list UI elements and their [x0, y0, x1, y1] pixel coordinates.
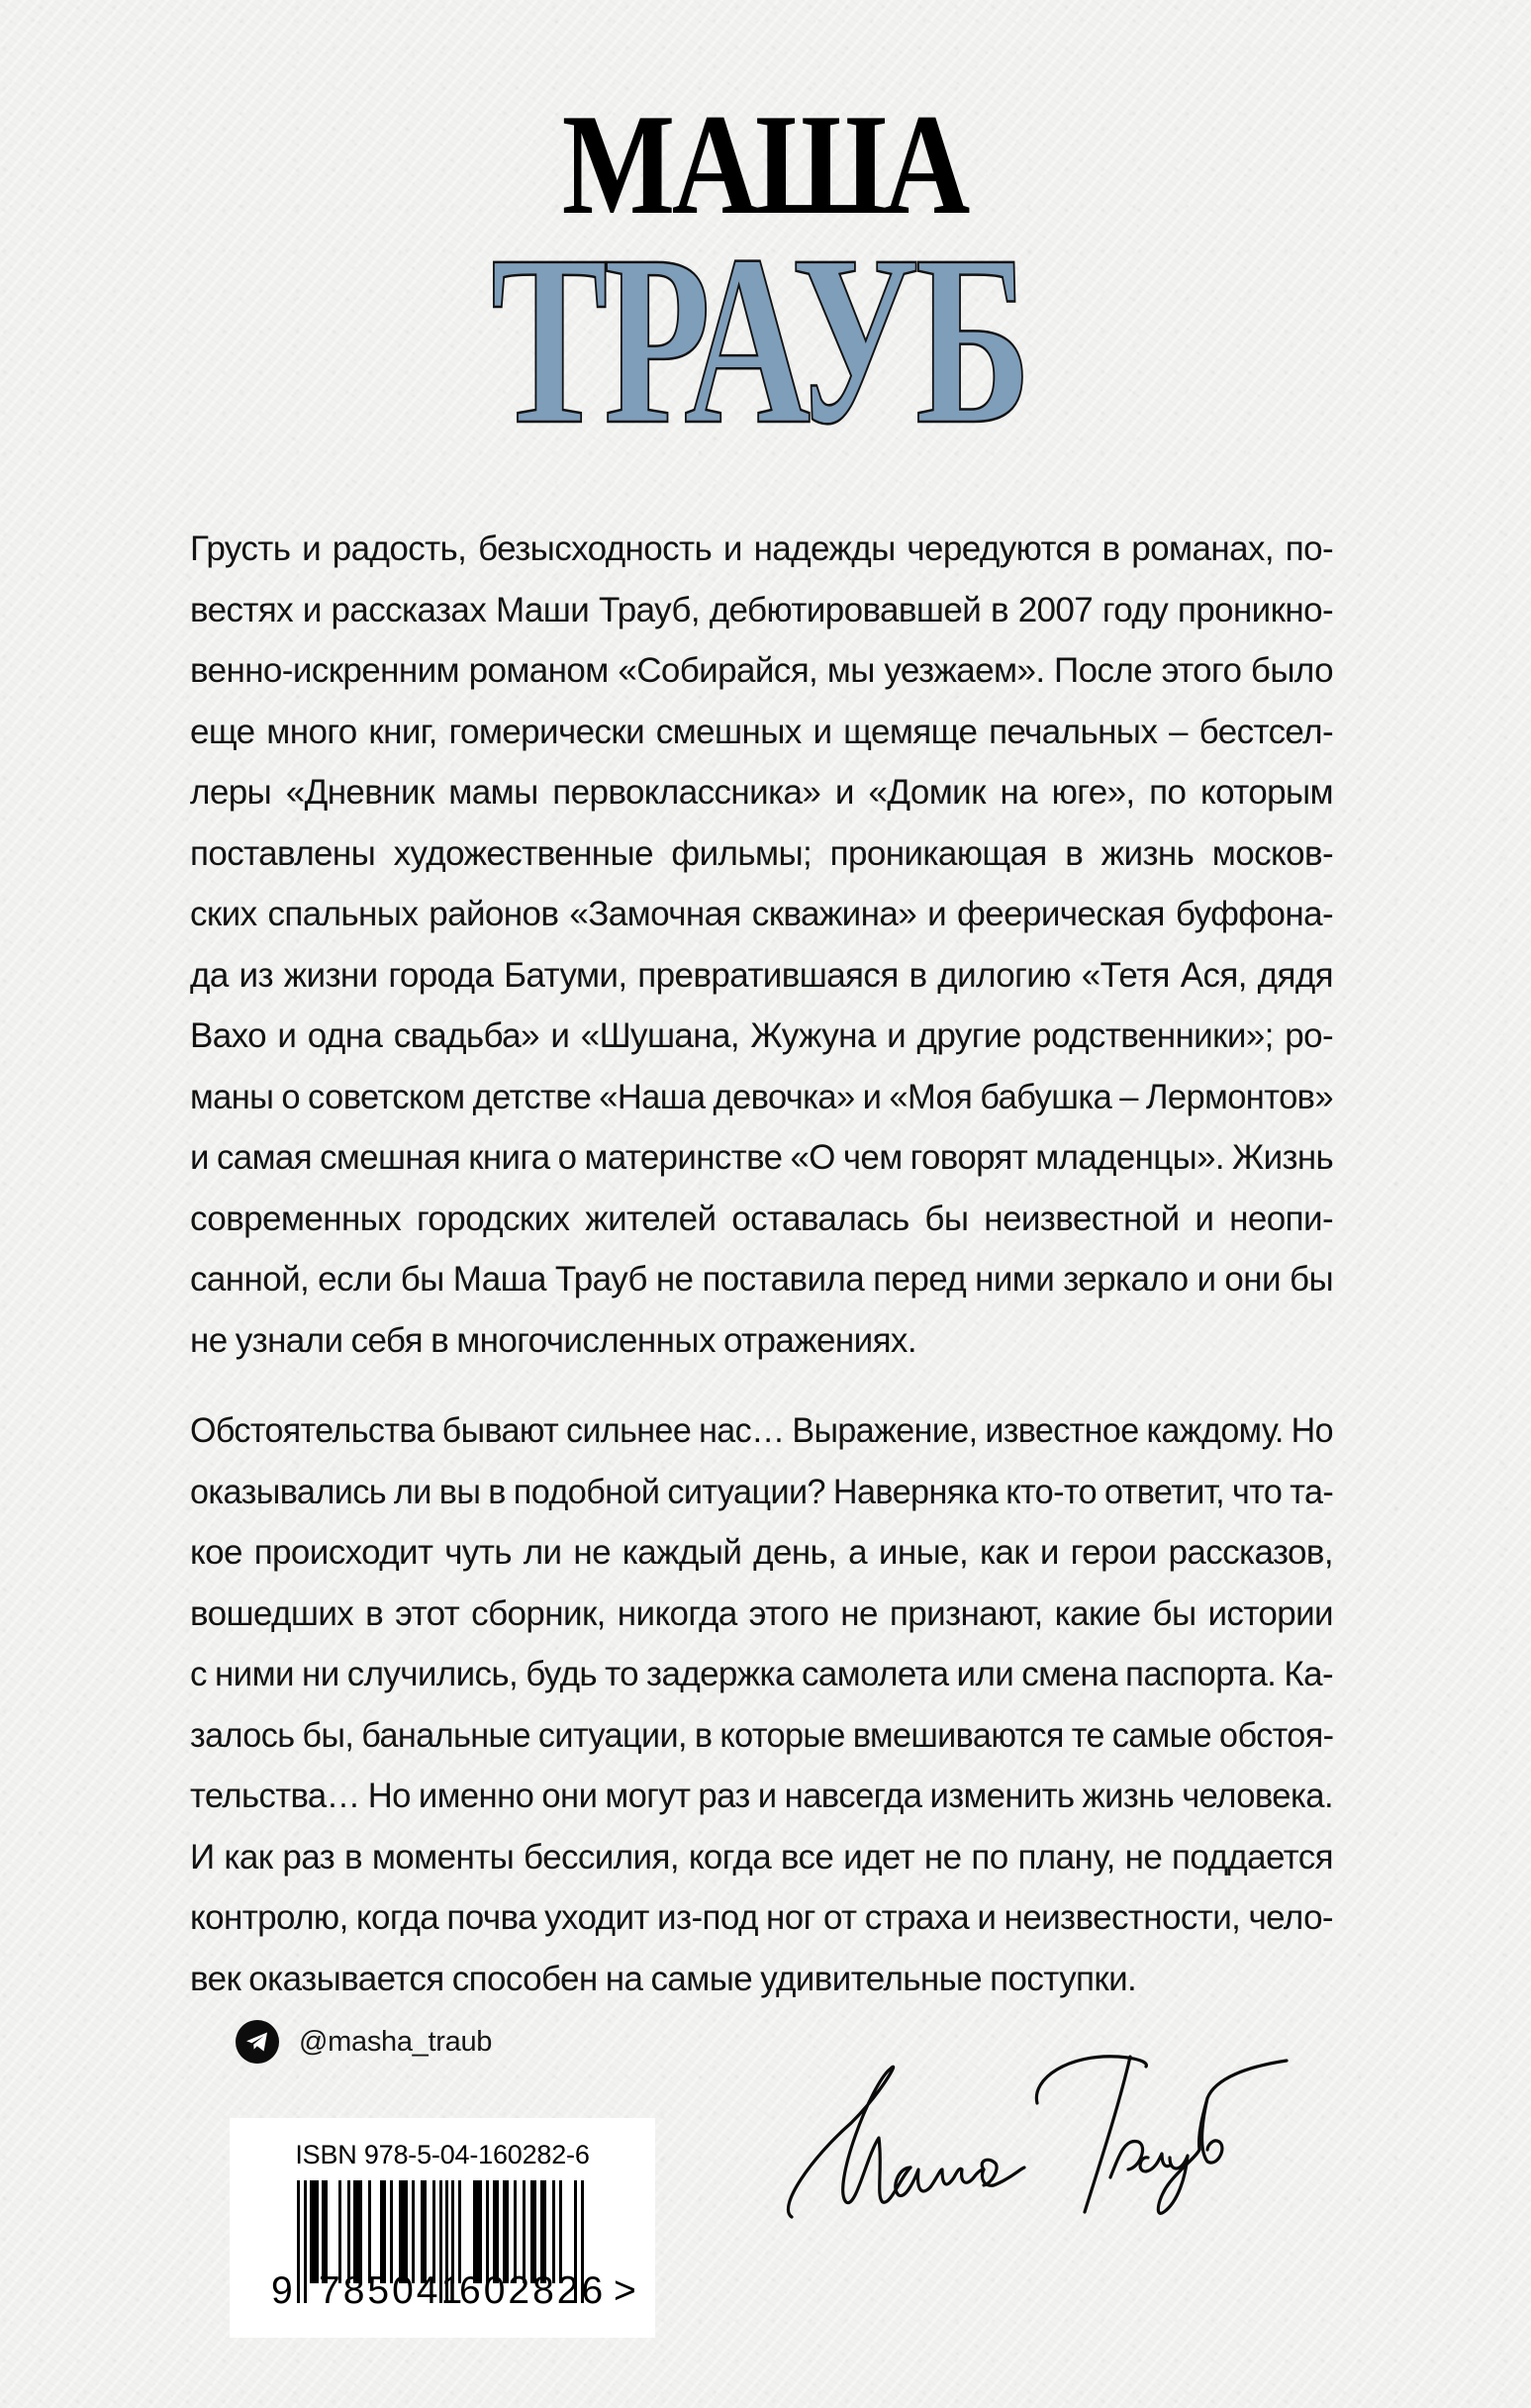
ean-first-digit: 9: [271, 2269, 296, 2312]
ean-group-1: 785041: [319, 2269, 466, 2312]
ean-group-2: 602826: [459, 2269, 607, 2312]
blurb-line: Грусть и радость, безысходность и надежды чередуются в романах, по-: [190, 530, 1333, 568]
blurb-line: не узнали себя в многочисленных отражениях.: [190, 1320, 916, 1360]
blurb-line: кое происходит чуть ли не каждый день, а иные, как и герои рассказов,: [190, 1533, 1333, 1572]
blurb-line: современных городских жителей оставалась бы неизвестной и неопи-: [190, 1199, 1333, 1238]
blurb-line: с ними ни случились, будь то задержка самолета или смена паспорта. Ка-: [190, 1655, 1333, 1693]
blurb-line: да из жизни города Батуми, превратившаяся в дилогию «Тетя Ася, дядя: [190, 955, 1333, 995]
telegram-icon: [236, 2020, 279, 2064]
blurb-paragraph-1: [190, 519, 1333, 1371]
blurb-line: Обстоятельства бывают сильнее нас… Выражение, известное каждому. Но: [190, 1411, 1333, 1450]
telegram-handle-text: @masha_traub: [299, 2025, 493, 2058]
ean-quiet-zone-marker: >: [614, 2269, 636, 2312]
blurb-line: леры «Дневник мамы первоклассника» и «Домик на юге», по которым: [190, 773, 1333, 812]
blurb-line: залось бы, банальные ситуации, в которые вмешиваются те самые обстоя-: [190, 1715, 1334, 1755]
author-signature-icon: [772, 2039, 1326, 2247]
blurb-line: еще много книг, гомерически смешных и щемяще печальных – бестсел-: [190, 712, 1333, 751]
blurb-paragraph-2: [190, 1400, 1333, 2009]
author-first-name: МАША: [561, 84, 967, 244]
blurb-line: поставлены художественные фильмы; проникающая в жизнь москов-: [190, 833, 1333, 873]
blurb-line: контролю, когда почва уходит из-под ног от страха и неизвестности, чело-: [190, 1898, 1333, 1937]
blurb-line: вестях и рассказах Маши Трауб, дебютировавшей в 2007 году проникно-: [190, 590, 1333, 629]
isbn-label: ISBN 978-5-04-160282-6: [295, 2140, 590, 2169]
author-last-name: ТРАУБ: [491, 206, 1027, 475]
blurb-line: И как раз в моменты бессилия, когда все идет не по плану, не поддается: [190, 1837, 1333, 1877]
blurb-line: оказывались ли вы в подобной ситуации? Наверняка кто-то ответит, что та-: [190, 1472, 1334, 1511]
blurb-line: венно-искренним романом «Собирайся, мы уезжаем». После этого было: [190, 651, 1333, 690]
isbn-barcode-box: [230, 2118, 655, 2338]
blurb-line: вошедших в этот сборник, никогда этого не признают, какие бы истории: [190, 1593, 1333, 1633]
blurb-line: ских спальных районов «Замочная скважина» и феерическая буффона-: [190, 895, 1333, 933]
blurb-line: и самая смешная книга о материнстве «О чем говорят младенцы». Жизнь: [190, 1138, 1334, 1177]
blurb-line: санной, если бы Маша Трауб не поставила перед ними зеркало и они бы: [190, 1260, 1333, 1299]
telegram-handle: [236, 2020, 492, 2064]
blurb-line: век оказывается способен на самые удивительные поступки.: [190, 1959, 1137, 1998]
blurb-line: Вахо и одна свадьба» и «Шушана, Жужуна и другие родственники»; ро-: [190, 1016, 1333, 1055]
blurb-line: тельства… Но именно они могут раз и навсегда изменить жизнь человека.: [190, 1777, 1333, 1815]
blurb: [190, 519, 1333, 2039]
blurb-line: маны о советском детстве «Наша девочка» и «Моя бабушка – Лермонтов»: [190, 1077, 1333, 1116]
